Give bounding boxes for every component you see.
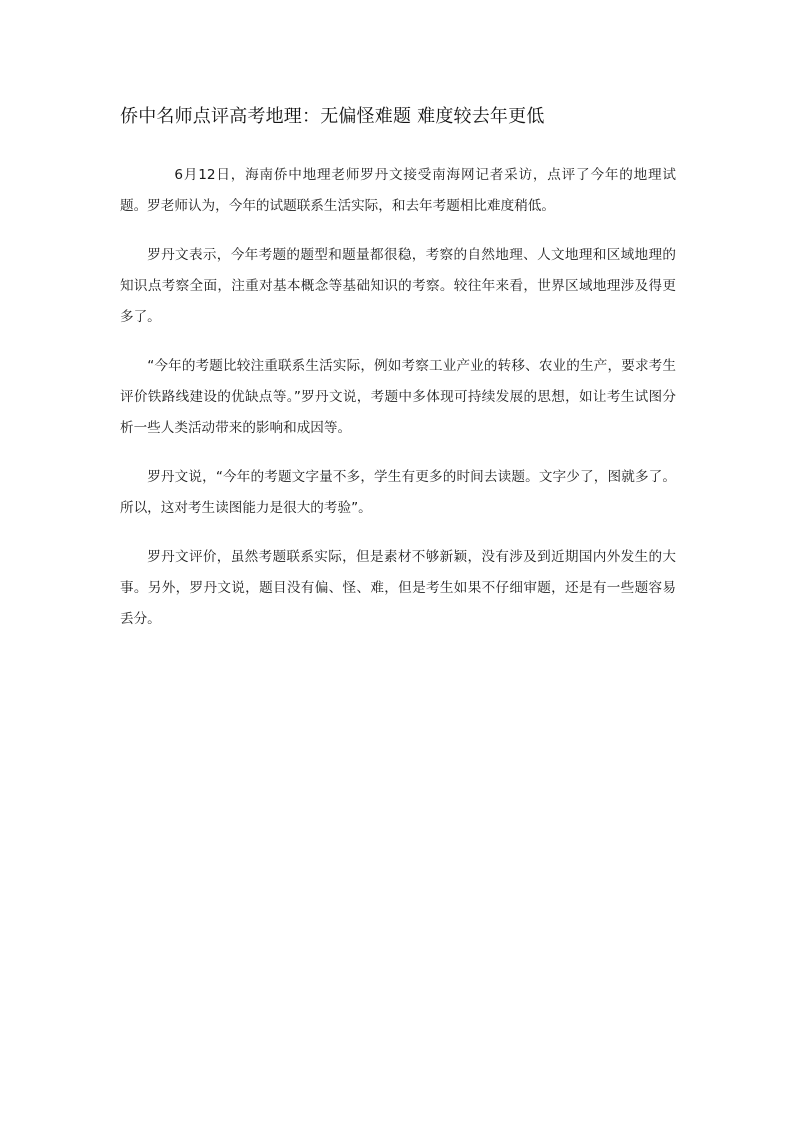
paragraph-3: “今年的考题比较注重联系生活实际，例如考察工业产业的转移、农业的生产，要求考生评价铁路线建设的优缺点等。”罗丹文说，考题中多体现可持续发展的思想，如让考生试图分析一些人类活动带来的影响和成因等。 [120,358,676,436]
article-title: 侨中名师点评高考地理：无偏怪难题 难度较去年更低 [120,106,545,127]
paragraph-2: 罗丹文表示，今年考题的题型和题量都很稳，考察的自然地理、人文地理和区域地理的知识点考察全面，注重对基本概念等基础知识的考察。较往年来看，世界区域地理涉及得更多了。 [120,247,676,325]
paragraph-4: 罗丹文说，“今年的考题文字量不多，学生有更多的时间去读题。文字少了，图就多了。所以，这对考生读图能力是很大的考验”。 [120,469,676,516]
paragraph-5: 罗丹文评价，虽然考题联系实际，但是素材不够新颖，没有涉及到近期国内外发生的大事。另外，罗丹文说，题目没有偏、怪、难，但是考生如果不仔细审题，还是有一些题容易丢分。 [120,549,676,627]
article-body [120,160,676,653]
paragraph-1: 6月12日，海南侨中地理老师罗丹文接受南海网记者采访，点评了今年的地理试题。罗老师认为，今年的试题联系生活实际，和去年考题相比难度稍低。 [120,167,676,214]
